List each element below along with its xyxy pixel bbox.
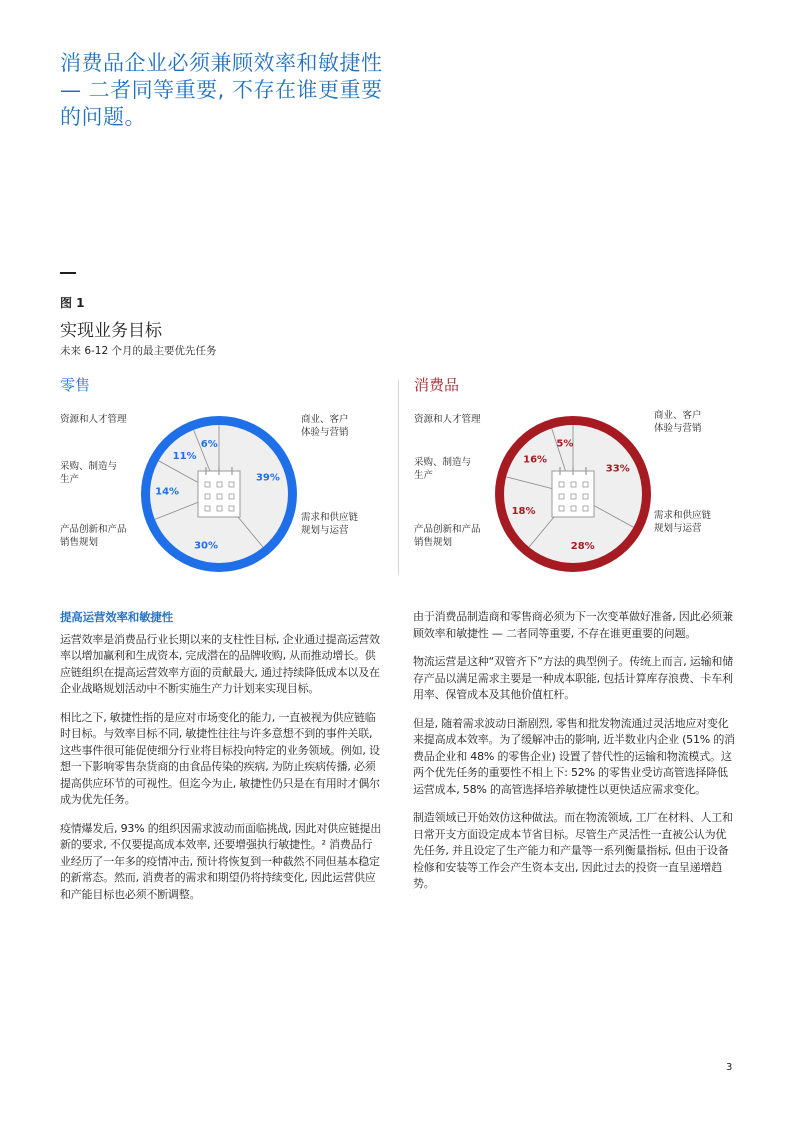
consumer-donut-chart (495, 416, 651, 572)
slice-value-label: 33% (605, 463, 630, 475)
slice-value-label: 16% (523, 454, 548, 466)
paragraph: 物流运营是这种“双管齐下”方法的典型例子。传统上而言, 运输和储存产品以满足需求主要是一种成本职能, 包括计算库存浪费、卡车利用率、保管成本及其他价值杠杆。 (413, 655, 733, 701)
consumer-label-supply: 需求和供应链 规划与运营 (654, 510, 712, 534)
retail-label-product: 产品创新和产品 销售规划 (60, 524, 127, 548)
consumer-label-talent: 资源和人才管理 (414, 414, 481, 425)
figure-title: 实现业务目标 (60, 321, 162, 341)
figure-subtitle: 未来 6-12 个月的最主要优先任务 (60, 345, 217, 357)
slice-value-label: 5% (556, 438, 574, 450)
retail-label-commerce: 商业、客户 体验与营销 (301, 414, 349, 438)
slice-value-label: 30% (194, 540, 219, 552)
paragraph: 疫情爆发后, 93% 的组织因需求波动而面临挑战, 因此对供应链提出新的要求, 不仅要提高成本效率, 还要增强执行敏捷性。² 消费品行业经历了一年多的疫情冲击, 预计将恢复到一种截然不同但基本稳定的新常态。然而, 消费者的需求和期望仍将持续变化, 因此运营供应和产能目标也必须不断调整。 (60, 821, 382, 901)
slice-value-label: 28% (570, 541, 595, 553)
right-text-column (413, 609, 735, 905)
retail-label-talent: 资源和人才管理 (60, 414, 127, 425)
slice-value-label: 39% (255, 472, 280, 484)
retail-label-supply: 需求和供应链 规划与运营 (301, 512, 359, 536)
retail-donut-chart (141, 416, 297, 572)
consumer-label-sourcing: 采购、制造与 生产 (414, 457, 472, 481)
consumer-label-commerce: 商业、客户 体验与营销 (654, 410, 702, 434)
paragraph: 运营效率是消费品行业长期以来的支柱性目标, 企业通过提高运营效率以增加赢利和生成资本, 完成潜在的品牌收购, 从而推动增长。供应链组织在提高运营效率方面的贡献最大, 通过持续降低成本以及在企业战略规划活动中不断实施生产力计划来实现目标。 (60, 632, 380, 695)
figure-label: 图 1 (60, 296, 85, 310)
calendar-grid-icon (552, 467, 594, 517)
page-headline: 消费品企业必须兼顾效率和敏捷性 — 二者同等重要, 不存在谁更重要的问题。 (60, 51, 383, 129)
paragraph: 由于消费品制造商和零售商必须为下一次变革做好准备, 因此必须兼顾效率和敏捷性 — 二者同等重要, 不存在谁更重要的问题。 (413, 610, 733, 640)
consumer-label-product: 产品创新和产品 销售规划 (414, 524, 481, 548)
slice-value-label: 14% (155, 486, 180, 498)
page-number: 3 (726, 1062, 733, 1073)
retail-chart-title: 零售 (60, 376, 91, 394)
section-divider (60, 272, 76, 274)
slice-value-label: 6% (200, 438, 218, 450)
slice-value-label: 11% (172, 450, 197, 462)
section-heading: 提高运营效率和敏捷性 (60, 610, 173, 624)
retail-label-sourcing: 采购、制造与 生产 (60, 461, 118, 485)
paragraph: 相比之下, 敏捷性指的是应对市场变化的能力, 一直被视为供应链临时目标。与效率目标不同, 敏捷性往往与许多意想不到的事件关联, 这些事件很可能促使细分行业将目标投向特定的业务领域。例如, 设想一下影响零售杂货商的由食品传染的疾病, 为防止疾病传播, 必须提高供应环节的可视性。但迄今为止, 敏捷性仍只是在有用时才偶尔成为优先任务。 (60, 710, 380, 806)
left-text-column (60, 609, 382, 915)
chart-divider (398, 380, 399, 575)
paragraph: 制造领域已开始效仿这种做法。而在物流领域, 工厂在材料、人工和日常开支方面设定成本节省目标。尽管生产灵活性一直被公认为优先任务, 并且设定了生产能力和产量等一系列衡量指标, 但由于设备检修和安装等工作会产生资本支出, 因此过去的投资一直呈递增趋势。 (413, 811, 733, 890)
consumer-chart-title: 消费品 (414, 376, 460, 394)
paragraph: 但是, 随着需求波动日渐剧烈, 零售和批发物流通过灵活地应对变化来提高成本效率。为了缓解冲击的影响, 近半数业内企业 (51% 的消费品企业和 48% 的零售企业) 设置了替代性的运输和物流模式。这两个优先任务的重要性不相上下: 52% 的零售业受访高管选择降低运营成本, 58% 的高管选择培养敏捷性以更快适应需求变化。 (413, 716, 735, 796)
calendar-grid-icon (198, 467, 240, 517)
slice-value-label: 18% (511, 506, 536, 518)
